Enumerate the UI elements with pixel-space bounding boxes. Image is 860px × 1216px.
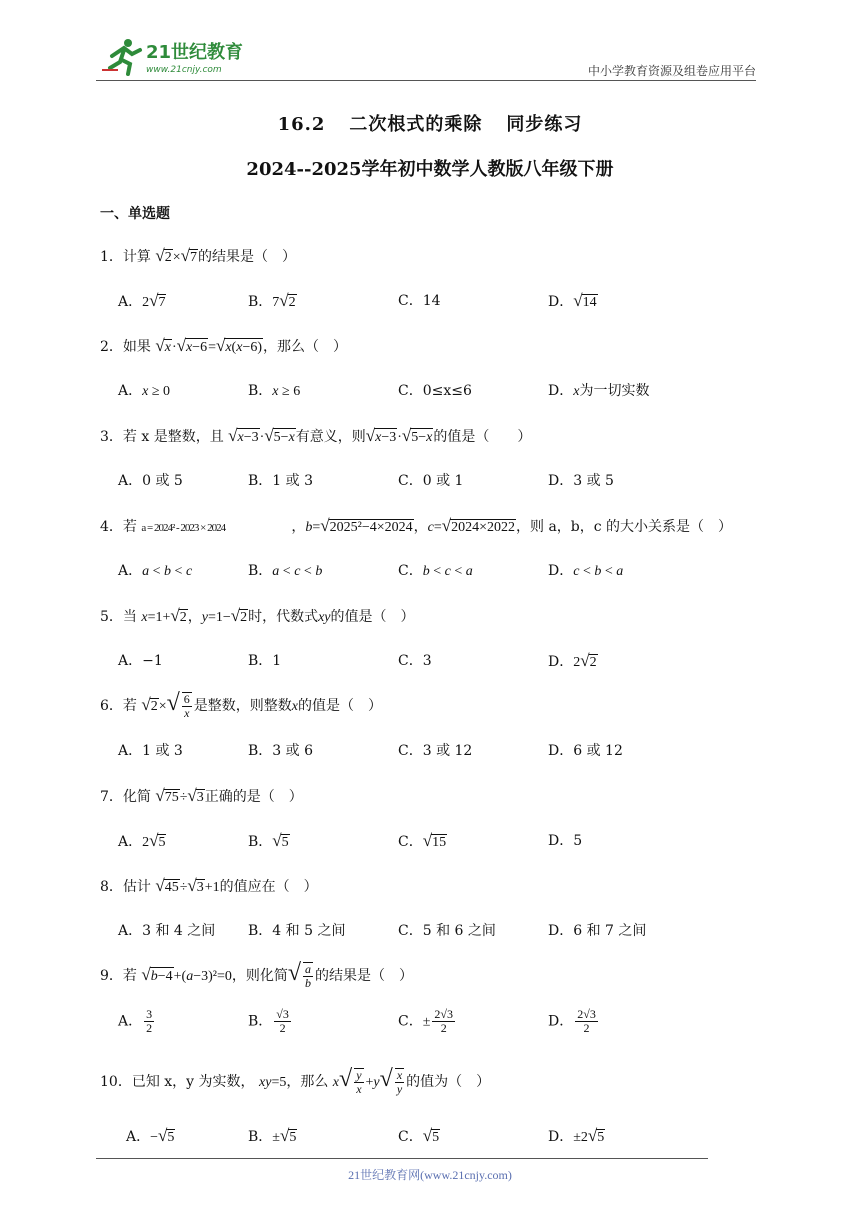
- q6-option-b[interactable]: B．3 或 6: [248, 743, 314, 759]
- q6-option-c[interactable]: C．3 或 12: [398, 743, 473, 759]
- q4-option-b[interactable]: B．a < c < b: [248, 563, 323, 579]
- q3-option-d[interactable]: D．3 或 5: [548, 473, 614, 489]
- q4-option-a[interactable]: A．a < b < c: [118, 563, 193, 579]
- q3-option-b[interactable]: B．1 或 3: [248, 473, 314, 489]
- site-logo: [96, 34, 256, 78]
- q2-option-a[interactable]: A．x ≥ 0: [118, 383, 171, 399]
- q7-option-b[interactable]: B．√5: [248, 831, 289, 850]
- q10-option-b[interactable]: B．±√5: [248, 1126, 297, 1145]
- question-7: 7．化简 √75÷√3正确的是（ ）: [100, 786, 303, 805]
- q10-option-a[interactable]: A．−√5: [126, 1126, 175, 1145]
- q9-option-b[interactable]: B． $\frac{√3}{2}$: [248, 1007, 289, 1035]
- q3-option-c[interactable]: C．0 或 1: [398, 473, 464, 489]
- q3-option-a[interactable]: A．0 或 5: [118, 473, 183, 489]
- question-6: 6．若 √2×√ $\frac{6}{x}$ 是整数，则整数x的值是（ ）: [100, 690, 383, 720]
- svg-text:21世纪教育: 21世纪教育: [146, 42, 244, 63]
- q6-option-d[interactable]: D．6 或 12: [548, 743, 623, 759]
- question-9: 9．若 √b−4+(a−3)²=0，则化简√ $\frac{a}{b}$ 的结果是（ ）: [100, 960, 414, 990]
- q5-option-a[interactable]: A．−1: [118, 653, 163, 669]
- q8-option-b[interactable]: B．4 和 5 之间: [248, 923, 346, 939]
- q10-option-d[interactable]: D．±2√5: [548, 1126, 605, 1145]
- q8-option-d[interactable]: D．6 和 7 之间: [548, 923, 647, 939]
- q4-option-d[interactable]: D．c < b < a: [548, 563, 624, 579]
- q1-option-a[interactable]: A．2√7: [118, 291, 166, 310]
- q7-option-d[interactable]: D．5: [548, 833, 583, 849]
- footer-divider: [96, 1158, 708, 1159]
- question-5: 5．当 x=1+√2，y=1−√2时，代数式xy的值是（ ）: [100, 606, 415, 625]
- doc-subtitle: 2024--2025学年初中数学人教版八年级下册: [246, 159, 614, 180]
- q1-option-d[interactable]: D．√14: [548, 291, 597, 310]
- question-2: 2．如果 √x·√x−6=√x(x−6)，那么（ ）: [100, 336, 347, 355]
- question-8: 8．估计 √45÷√3+1的值应在（ ）: [100, 876, 318, 895]
- q5-option-c[interactable]: C．3: [398, 653, 432, 669]
- question-10: 10．已知 x，y 为实数， xy=5，那么 x√ $\frac{y}{x}$ +y√ $\frac{x}{y}$ 的值为（ ）: [100, 1066, 491, 1096]
- section-heading: 一、单选题: [100, 206, 170, 222]
- q1-option-b[interactable]: B．7√2: [248, 291, 296, 310]
- q1-option-c[interactable]: C．14: [398, 293, 441, 309]
- q2-option-b[interactable]: B．x ≥ 6: [248, 383, 301, 399]
- q8-option-a[interactable]: A．3 和 4 之间: [118, 923, 216, 939]
- q5-option-b[interactable]: B．1: [248, 653, 282, 669]
- question-4: 4．若 a = 2024² - 2023 × 2024 ，b=√2025²−4×2024，c=√2024×2022，则 a，b，c 的大小关系是（ ）: [100, 516, 733, 535]
- question-3: 3．若 x 是整数，且 √x−3·√5−x有意义，则√x−3·√5−x的值是（ ）: [100, 426, 532, 445]
- q8-option-c[interactable]: C．5 和 6 之间: [398, 923, 496, 939]
- question-1: 1．计算 √2×√7的结果是（ ）: [100, 246, 296, 265]
- q7-option-c[interactable]: C．√15: [398, 831, 447, 850]
- q9-option-a[interactable]: A． $\frac{3}{2}$: [118, 1007, 153, 1035]
- q2-option-c[interactable]: C．0≤x≤6: [398, 383, 472, 399]
- q10-option-c[interactable]: C．√5: [398, 1126, 440, 1145]
- q9-option-c[interactable]: C．± $\frac{2√3}{2}$: [398, 1007, 453, 1035]
- q6-option-a[interactable]: A．1 或 3: [118, 743, 183, 759]
- q4-option-c[interactable]: C．b < c < a: [398, 563, 473, 579]
- svg-text:www.21cnjy.com: www.21cnjy.com: [146, 65, 222, 75]
- q9-option-d[interactable]: D． $\frac{2√3}{2}$: [548, 1007, 596, 1035]
- q2-option-d[interactable]: D．x为一切实数: [548, 383, 650, 399]
- runner-icon: [102, 39, 140, 74]
- q7-option-a[interactable]: A．2√5: [118, 831, 166, 850]
- q5-option-d[interactable]: D．2√2: [548, 651, 597, 670]
- header-divider: [96, 80, 756, 81]
- header-platform-text: 中小学教育资源及组卷应用平台: [587, 64, 756, 78]
- footer-link[interactable]: 21世纪教育网(www.21cnjy.com): [348, 1168, 512, 1182]
- doc-title: 16.2 二次根式的乘除 同步练习: [277, 114, 583, 135]
